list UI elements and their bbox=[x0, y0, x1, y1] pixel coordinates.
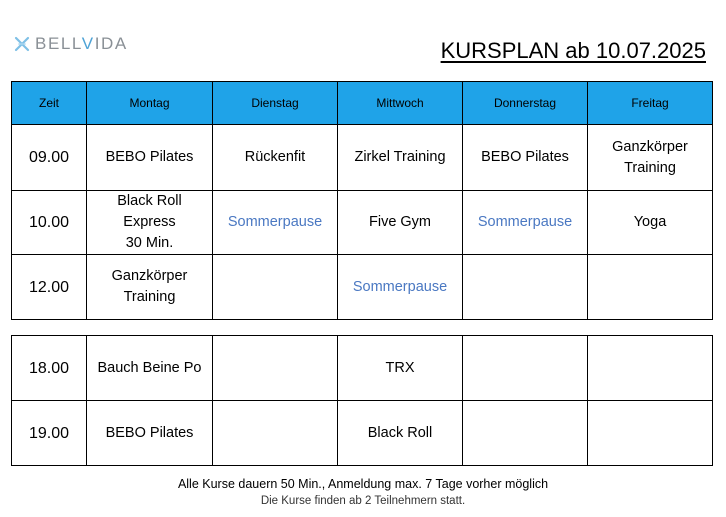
course-cell bbox=[87, 125, 213, 191]
footer-participants-note: Die Kurse finden ab 2 Teilnehmern statt. bbox=[260, 495, 466, 507]
header-row bbox=[12, 82, 713, 125]
course-name-line: Bauch Beine Po bbox=[97, 359, 202, 376]
schedule-table-morning bbox=[11, 81, 713, 320]
time-cell: 12.00 bbox=[12, 255, 87, 320]
empty-cell bbox=[588, 255, 713, 320]
course-name-line: BEBO Pilates bbox=[105, 149, 194, 165]
course-name-line: Training bbox=[624, 159, 676, 176]
course-name-line: Five Gym bbox=[368, 214, 432, 230]
course-name-line: 30 Min. bbox=[125, 235, 174, 251]
course-cell bbox=[338, 336, 463, 401]
empty-cell bbox=[463, 255, 588, 320]
course-name-line: Sommerpause bbox=[352, 278, 448, 295]
header-cell: Donnerstag bbox=[463, 82, 588, 125]
course-cell bbox=[338, 191, 463, 255]
course-name-line: Express bbox=[123, 214, 176, 230]
course-name-line: Ganzkörper bbox=[111, 268, 188, 284]
page-title: KURSPLAN ab 10.07.2025 bbox=[440, 38, 706, 63]
course-name-line: BEBO Pilates bbox=[481, 149, 569, 165]
schedule-row bbox=[12, 401, 713, 466]
schedule-row bbox=[12, 191, 713, 255]
course-name-line: Ganzkörper bbox=[612, 138, 688, 155]
course-cell bbox=[588, 191, 713, 255]
header-cell: Montag bbox=[87, 82, 213, 125]
empty-cell bbox=[588, 336, 713, 401]
course-cell bbox=[338, 401, 463, 466]
empty-cell bbox=[213, 401, 338, 466]
header-cell: Mittwoch bbox=[338, 82, 463, 125]
brand-wordmark: BELLVIDA bbox=[35, 34, 128, 53]
empty-cell bbox=[588, 401, 713, 466]
time-cell: 09.00 bbox=[12, 125, 87, 191]
course-cell bbox=[87, 401, 213, 466]
course-name-line: BEBO Pilates bbox=[105, 424, 194, 441]
course-cell bbox=[87, 255, 213, 320]
course-name-line: TRX bbox=[385, 359, 415, 376]
summer-break-cell bbox=[463, 191, 588, 255]
header-cell: Dienstag bbox=[213, 82, 338, 125]
header-cell: Freitag bbox=[588, 82, 713, 125]
empty-cell bbox=[213, 336, 338, 401]
course-cell bbox=[338, 125, 463, 191]
time-cell: 19.00 bbox=[12, 401, 87, 466]
schedule-table-evening bbox=[11, 335, 713, 466]
brand-logo bbox=[14, 34, 128, 54]
course-name-line: Black Roll bbox=[367, 424, 433, 441]
course-name-line: Sommerpause bbox=[477, 214, 573, 230]
course-cell bbox=[87, 336, 213, 401]
time-cell: 10.00 bbox=[12, 191, 87, 255]
summer-break-cell bbox=[338, 255, 463, 320]
course-cell bbox=[87, 191, 213, 255]
empty-cell bbox=[463, 401, 588, 466]
time-cell: 18.00 bbox=[12, 336, 87, 401]
course-name-line: Sommerpause bbox=[227, 214, 323, 230]
schedule-row bbox=[12, 255, 713, 320]
schedule-row bbox=[12, 336, 713, 401]
course-name-line: Yoga bbox=[633, 214, 667, 230]
course-name-line: Rückenfit bbox=[244, 149, 306, 165]
empty-cell bbox=[213, 255, 338, 320]
course-cell bbox=[463, 125, 588, 191]
course-name-line: Black Roll bbox=[117, 193, 182, 209]
course-name-line: Training bbox=[123, 289, 176, 305]
schedule-row bbox=[12, 125, 713, 191]
course-cell bbox=[588, 125, 713, 191]
course-name-line: Zirkel Training bbox=[354, 149, 446, 165]
summer-break-cell bbox=[213, 191, 338, 255]
footer-duration-note: Alle Kurse dauern 50 Min., Anmeldung max. 7 Tage vorher möglich bbox=[177, 477, 549, 491]
empty-cell bbox=[463, 336, 588, 401]
bellvida-mark-icon bbox=[14, 36, 30, 52]
course-cell bbox=[213, 125, 338, 191]
header-cell: Zeit bbox=[12, 82, 87, 125]
